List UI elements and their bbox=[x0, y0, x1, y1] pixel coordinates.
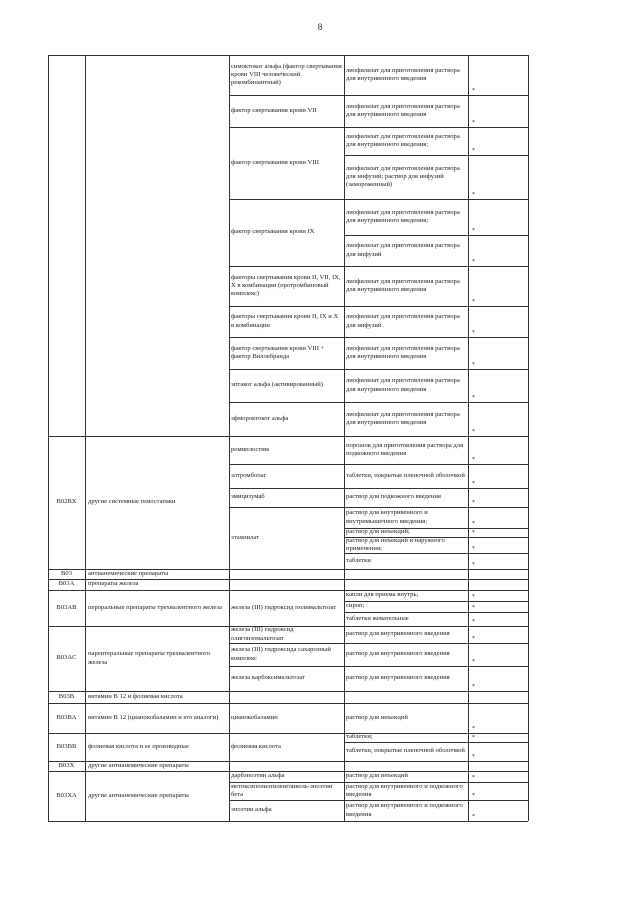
column-border-4 bbox=[468, 55, 469, 821]
mark-asterisk: * bbox=[472, 793, 475, 799]
mark-asterisk: * bbox=[472, 684, 475, 690]
group-name: фолиевая кислота и ее производные bbox=[88, 742, 189, 750]
group-name: другие системные гемостатики bbox=[88, 498, 176, 506]
dosage-form: раствор для внутривенного и подкожного введения bbox=[346, 802, 463, 818]
dosage-form: раствор для инъекций bbox=[346, 713, 408, 721]
drug-name: эптаког альфа (активированный) bbox=[231, 381, 323, 389]
dosage-form: лиофилизат для приготовления раствора для внутривенного введения; bbox=[346, 132, 460, 148]
atc-code: B03 bbox=[61, 569, 72, 577]
drug-name: фактор свертывания крови IX bbox=[231, 228, 315, 236]
drug-name: фактор свертывания крови VII bbox=[231, 106, 317, 114]
atc-code: B03BA bbox=[56, 713, 77, 721]
group-name: антианемические препараты bbox=[88, 569, 169, 577]
group-name: другие антианемические препараты bbox=[88, 791, 189, 799]
dosage-form: раствор для внутривенного введения bbox=[346, 674, 450, 682]
row-border bbox=[229, 761, 528, 762]
page-number: 8 bbox=[317, 22, 323, 32]
dosage-form: раствор для инъекций bbox=[346, 772, 408, 780]
mark-asterisk: * bbox=[472, 88, 475, 94]
mark-asterisk: * bbox=[472, 259, 475, 265]
dosage-form: раствор для подкожного введения bbox=[346, 493, 441, 501]
mark-asterisk: * bbox=[472, 395, 475, 401]
drug-name: эпоэтин альфа bbox=[231, 806, 272, 814]
mark-asterisk: * bbox=[472, 636, 475, 642]
mark-asterisk: * bbox=[472, 521, 475, 527]
drug-name: фактор свертывания крови VIII bbox=[231, 158, 319, 166]
atc-code: B03B bbox=[58, 692, 75, 700]
atc-code: B03XA bbox=[56, 791, 77, 799]
group-name: витамин B 12 (цианокобаламин и его аналоги) bbox=[88, 713, 219, 721]
mark-asterisk: * bbox=[472, 726, 475, 732]
atc-code: B03A bbox=[58, 580, 75, 588]
drug-name: фолиевая кислота bbox=[231, 742, 281, 750]
dosage-form: сироп; bbox=[346, 602, 365, 610]
dosage-form: таблетки bbox=[346, 556, 371, 564]
drug-name: фактор свертывания крови VIII + фактор Виллебранда bbox=[231, 344, 325, 360]
dosage-form: лиофилизат для приготовления раствора для внутривенного введения; bbox=[346, 208, 460, 224]
dosage-form: раствор для инъекций; bbox=[346, 528, 410, 536]
atc-code: B03BB bbox=[56, 742, 77, 750]
drug-name: элтромбопаг bbox=[231, 471, 267, 479]
dosage-form: лиофилизат для приготовления раствора для внутривенного введения bbox=[346, 102, 460, 118]
mark-asterisk: * bbox=[472, 659, 475, 665]
mark-asterisk: * bbox=[472, 481, 475, 487]
dosage-form: капли для приема внутрь; bbox=[346, 591, 419, 599]
mark-asterisk: * bbox=[472, 546, 475, 552]
dosage-form: раствор для внутривенного введения bbox=[346, 630, 450, 638]
drug-name: железа (III) гидроксид олигоизомальтозат bbox=[231, 626, 294, 642]
mark-asterisk: * bbox=[472, 775, 475, 781]
dosage-form: лиофилизат для приготовления раствора для внутривенного введения bbox=[346, 277, 460, 293]
mark-asterisk: * bbox=[472, 330, 475, 336]
atc-code: B03AB bbox=[56, 603, 77, 611]
dosage-form: лиофилизат для приготовления раствора для внутривенного введения bbox=[346, 410, 460, 426]
drug-name: эфмороктоког альфа bbox=[231, 414, 289, 422]
dosage-form: порошок для приготовления раствора для подкожного введения bbox=[346, 441, 464, 457]
mark-asterisk: * bbox=[472, 148, 475, 154]
column-border-1 bbox=[85, 55, 86, 821]
dosage-form: таблетки, покрытые пленочной оболочкой bbox=[346, 747, 465, 755]
column-border-0 bbox=[48, 55, 49, 821]
drug-name: цианокобаламин bbox=[231, 713, 278, 721]
group-name: витамин B 12 и фолиевая кислота bbox=[88, 692, 183, 700]
dosage-form: лиофилизат для приготовления раствора для инфузий; раствор для инфузий (замороженный) bbox=[346, 164, 460, 189]
row-border bbox=[229, 569, 528, 570]
mark-asterisk: * bbox=[472, 754, 475, 760]
dosage-form: раствор для внутривенного и внутримышечного введения; bbox=[346, 509, 428, 525]
group-name: пероральные препараты трехвалентного железа bbox=[88, 603, 222, 611]
atc-code: B03X bbox=[58, 761, 75, 769]
drug-name: ромиплостим bbox=[231, 445, 269, 453]
drug-name: факторы свертывания крови II, VII, IX, X в комбинации (протромбиновый комплекс) bbox=[231, 273, 341, 298]
group-name: парентеральные препараты трехвалентного железа bbox=[88, 650, 211, 666]
drug-name: эмицизумаб bbox=[231, 493, 265, 501]
column-border-3 bbox=[344, 55, 345, 821]
mark-asterisk: * bbox=[472, 362, 475, 368]
drug-name: метоксиполиэтиленгликоль-эпоэтин бета bbox=[231, 782, 333, 798]
row-border bbox=[229, 691, 528, 692]
drug-name: дарбэпоэтин альфа bbox=[231, 772, 285, 780]
group-name: препараты железа bbox=[88, 580, 139, 588]
table-bottom-border bbox=[48, 821, 528, 822]
mark-asterisk: * bbox=[472, 594, 475, 600]
mark-asterisk: * bbox=[472, 814, 475, 820]
mark-asterisk: * bbox=[472, 562, 475, 568]
dosage-form: лиофилизат для приготовления раствора для внутривенного введения bbox=[346, 344, 460, 360]
column-border-2 bbox=[229, 55, 230, 821]
mark-asterisk: * bbox=[472, 192, 475, 198]
row-border bbox=[229, 579, 528, 580]
dosage-form: раствор для внутривенного и подкожного введения bbox=[346, 782, 463, 798]
mark-asterisk: * bbox=[472, 605, 475, 611]
dosage-form: раствор для инъекций и наружного применения; bbox=[346, 537, 445, 552]
dosage-form: раствор для внутривенного введения bbox=[346, 650, 450, 658]
drug-name: симоктоког альфа (фактор свертывания крови VIII человеческий рекомбинантный) bbox=[231, 62, 342, 87]
atc-code: B03AC bbox=[56, 654, 77, 662]
drug-name: этамзилат bbox=[231, 533, 259, 541]
dosage-form: таблетки жевательные bbox=[346, 614, 409, 622]
column-border-5 bbox=[528, 55, 529, 821]
group-name: другие антианемические препараты bbox=[88, 761, 189, 769]
dosage-form: лиофилизат для приготовления раствора для внутривенного введения bbox=[346, 66, 460, 82]
mark-asterisk: * bbox=[472, 299, 475, 305]
dosage-form: таблетки; bbox=[346, 733, 373, 741]
mark-asterisk: * bbox=[472, 619, 475, 625]
mark-asterisk: * bbox=[472, 228, 475, 234]
drug-name: факторы свертывания крови II, IX и X в комбинации bbox=[231, 313, 339, 329]
mark-asterisk: * bbox=[472, 429, 475, 435]
dosage-form: таблетки, покрытые пленочной оболочкой bbox=[346, 471, 465, 479]
mark-asterisk: * bbox=[472, 120, 475, 126]
mark-asterisk: * bbox=[472, 457, 475, 463]
mark-asterisk: * bbox=[472, 500, 475, 506]
mark-asterisk: * bbox=[472, 735, 475, 741]
drug-name: железа карбоксимальтозат bbox=[231, 674, 305, 682]
dosage-form: лиофилизат для приготовления раствора для инфузий bbox=[346, 242, 460, 258]
atc-code: B02BX bbox=[56, 498, 77, 506]
dosage-form: лиофилизат для приготовления раствора для инфузий bbox=[346, 313, 460, 329]
dosage-form: лиофилизат для приготовления раствора для внутривенного введения bbox=[346, 377, 460, 393]
mark-asterisk: * bbox=[472, 530, 475, 536]
drug-name: железа (III) гидроксида сахарозный комплекс bbox=[231, 646, 331, 662]
drug-name: железа (III) гидроксид полимальтозат bbox=[231, 603, 337, 611]
